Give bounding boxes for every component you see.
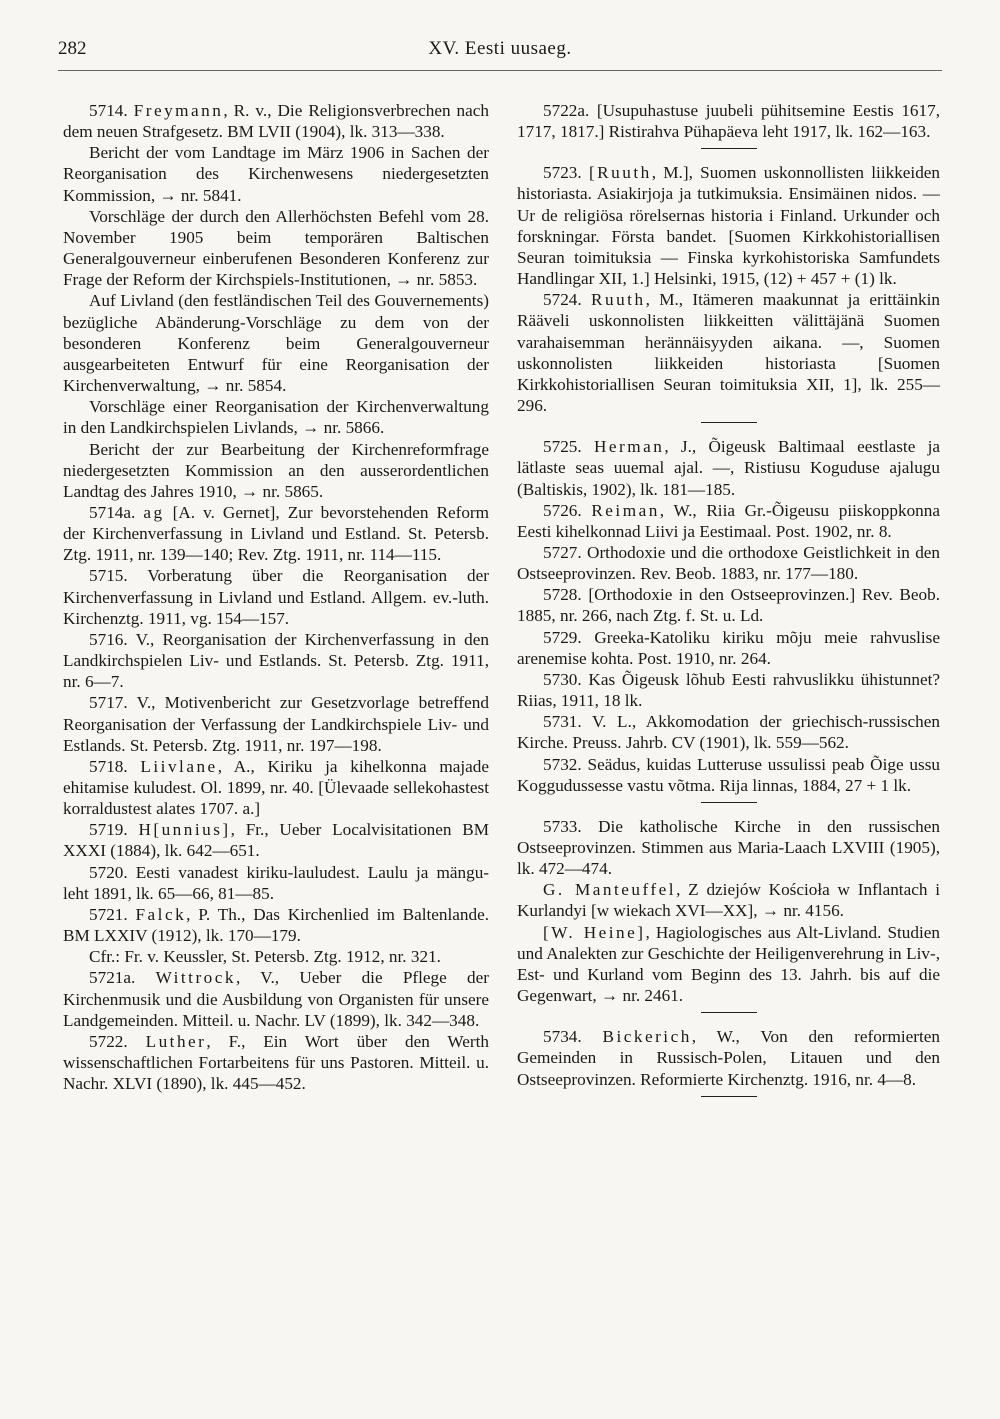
entry-text: Orthodoxie und die orthodoxe Geistlichkeit in den Ostseeprovinzen. Rev. Beob. 1883, nr. 177—180. <box>517 542 941 584</box>
entry-author: Falck <box>135 904 187 924</box>
entry-author: [Ruuth <box>588 163 652 183</box>
entry-number: 5717. <box>89 693 128 713</box>
entry-text: Cfr.: Fr. v. Keussler, St. Petersb. Ztg. 1912, nr. 321. <box>89 947 441 967</box>
entry-text: , P. Th., Das Kirchenlied im Baltenlande. BM LXXIV (1912), lk. 170—179. <box>63 904 489 946</box>
entry-text: [Orthodoxie in den Ostseeprovinzen.] Rev. Beob. 1885, nr. 266, nach Ztg. f. St. u. Ld. <box>517 585 940 626</box>
entry-text: [Usupuhastuse juubeli pühitsemine Eestis 1617, 1717, 1817.] Ristirahva Pühapäeva leht 1917, lk. 162—163. <box>517 101 941 142</box>
entry-text: Eesti vanadest kiriku-lauludest. Laulu ja mängu-leht 1891, lk. 65—66, 81—85. <box>63 862 490 903</box>
entry-number: 5722a. <box>543 101 590 120</box>
bibliography-entry <box>63 396 489 438</box>
bibliography-entry <box>517 711 940 753</box>
entry-text: [A. v. Gernet], Zur bevorstehenden Reform der Kirchenverfassung in Livland und Estland. St. Petersb. Ztg. 1911, nr. 139—140; Rev. Ztg. 1911, nr. 114—115. <box>63 502 490 565</box>
bibliography-entry <box>517 542 940 584</box>
entry-text: , M., Itämeren maakunnat ja erittäinkin Rääveli uskonnolisten liikkeitten välittäjänä Suomen varahaisemman herännäisyyden aikana. —, Suomen uskonnolisten liikkeiden historiasta [Suomen Kirkkohistoriallisen Seuran toimituksia XII, 1], lk. 255—296. <box>517 290 940 416</box>
entry-author: H[unnius] <box>138 820 231 840</box>
entry-number: 5726. <box>543 500 582 520</box>
bibliography-entry <box>63 290 489 396</box>
entry-number: 5714. <box>89 101 128 120</box>
bibliography-entry <box>517 816 940 879</box>
section-separator <box>701 148 757 149</box>
entry-text: Kas Õigeusk lõhub Eesti rahvuslikku ühistunnet? Riias, 1911, 18 lk. <box>517 669 940 711</box>
entry-text: , Hagiologisches aus Alt-Livland. Studien und Analekten zur Geschichte der Heiligenverehrung in Liv-, Est- und Kurland vom Beginn des 13. Jahrh. bis auf die Gegenwart, → nr. 2461. <box>517 922 940 1006</box>
entry-text: Auf Livland (den festländischen Teil des Gouvernements) bezügliche Abänderung-Vorschläge zu dem von der besonderen Konferenz beim Generalgouverneur ausgearbeiteten Entwurf für eine Reorganisation der Kirchenverwaltung, → nr. 5854. <box>63 291 489 396</box>
entry-group-5722a <box>517 100 940 142</box>
entry-author: Liivlane <box>140 756 218 776</box>
entry-number: 5733. <box>543 816 582 836</box>
entry-text: Bericht der vom Landtage im März 1906 in Sachen der Reorganisation des Kirchenwesens niedergesetzten Kommission, → nr. 5841. <box>63 143 489 205</box>
entry-text: , J., Õigeusk Baltimaal eestlaste ja lätlaste seas uuemal ajal. —, Ristiusu Koguduse ajalugu (Baltiskis, 1902), lk. 181—185. <box>517 437 940 499</box>
entry-text: Greeka-Katoliku kiriku mõju meie rahvuslise arenemise kohta. Post. 1910, nr. 264. <box>517 627 940 668</box>
entry-number: 5719. <box>89 820 128 840</box>
entry-text: , R. v., Die Religionsverbrechen nach dem neuen Strafgesetz. BM LVII (1904), lk. 313—338. <box>63 101 489 142</box>
entry-text: , Z dziejów Kościoła w Inflantach i Kurlandyi [w wiekach XVI—XX], → nr. 4156. <box>517 880 940 921</box>
bibliography-entry <box>63 439 489 502</box>
bibliography-entry <box>517 669 940 711</box>
entry-number: 5715. <box>89 566 128 586</box>
bibliography-entry <box>517 289 940 416</box>
entry-number: 5727. <box>543 542 582 562</box>
entry-number: 5721a. <box>89 968 136 988</box>
entry-text: , W., Riia Gr.-Õigeusu piiskoppkonna Eesti kihelkonnad Liivi ja Eestimaal. Post. 1902, nr. 8. <box>517 500 940 541</box>
entry-text: Die katholische Kirche in den russischen Ostseeprovinzen. Stimmen aus Maria-Laach LXVIII (1905), lk. 472—474. <box>517 816 940 879</box>
entry-number: 5721. <box>89 904 128 924</box>
entry-author: ag <box>143 502 165 522</box>
entry-text: V. L., Akkomodation der griechisch-russischen Kirche. Preuss. Jahrb. CV (1901), lk. 559—562. <box>517 712 940 753</box>
entry-group-5723 <box>517 162 940 416</box>
section-separator <box>701 802 757 803</box>
bibliography-entry <box>517 500 940 542</box>
bibliography-entry <box>63 142 489 205</box>
entry-group-5733 <box>517 816 940 1006</box>
entry-number: 5718. <box>89 756 128 776</box>
bibliography-entry <box>517 162 940 289</box>
entry-text: V., Reorganisation der Kirchenverfassung in den Landkirchspielen Liv- und Estlands. St. Petersb. Ztg. 1911, nr. 6—7. <box>63 629 489 692</box>
entry-text: Vorschläge der durch den Allerhöchsten Befehl vom 28. November 1905 beim temporären Baltischen Generalgouverneur einberufenen Besonderen Konferenz zur Frage der Reform der Kirchspiels-Institutionen, → nr. 5853. <box>63 206 489 290</box>
entry-number: 5732. <box>543 754 582 774</box>
entry-group-5725 <box>517 436 940 796</box>
bibliography-entry <box>63 904 489 946</box>
bibliography-entry <box>517 1026 940 1089</box>
bibliography-entry <box>517 100 940 142</box>
entry-author: Wittrock <box>155 968 236 988</box>
entry-group-5734 <box>517 1026 940 1089</box>
entry-text: V., Motivenbericht zur Gesetzvorlage betreffend Reorganisation der Verfassung der Landkirchspiele Liv- und Estlands. St. Petersb. Ztg. 1911, nr. 197—198. <box>63 693 489 755</box>
entry-text: Vorschläge einer Reorganisation der Kirchenverwaltung in den Landkirchspielen Livlands, → nr. 5866. <box>63 397 489 438</box>
entry-text: , Fr., Ueber Localvisitationen BM XXXI (1884), lk. 642—651. <box>63 820 490 861</box>
entry-author: [W. Heine] <box>543 922 646 942</box>
entry-text: , F., Ein Wort über den Werth wissenschaftlichen Fortarbeitens für uns Pastoren. Mitteil. u. Nachr. XLVI (1890), lk. 445—452. <box>63 1031 489 1094</box>
bibliography-entry <box>517 627 940 669</box>
entry-text: , M.], Suomen uskonnollisten liikkeiden historiasta. Asiakirjoja ja tutkimuksia. Ensimäinen nidos. — Ur de religiösa rörelsernas historia i Finland. Urkunder och forskningar. Första bandet. [Suomen Kirkkohistoriallisen Seuran toimituksia — Finska kyrkohistoriska Samfundets Handlingar XII, 1.] Helsinki, 1915, (12) + 457 + (1) lk. <box>517 163 941 289</box>
entry-author: Bickerich <box>602 1027 692 1047</box>
bibliography-entry <box>63 565 489 628</box>
header-rule <box>58 70 942 71</box>
entry-number: 5728. <box>543 585 582 605</box>
entry-number: 5722. <box>89 1031 128 1051</box>
bibliography-entry <box>63 756 489 819</box>
bibliography-entry <box>517 879 940 921</box>
bibliography-entry <box>63 629 489 692</box>
bibliography-entry <box>63 819 489 861</box>
bibliography-entry <box>63 692 489 755</box>
entry-author: Luther <box>145 1031 207 1051</box>
bibliography-entry <box>63 1031 489 1094</box>
entry-author: Ruuth <box>591 290 646 310</box>
entry-number: 5725. <box>543 437 582 457</box>
right-column <box>517 100 940 1110</box>
entry-author: Freymann <box>133 101 224 120</box>
bibliography-entry <box>63 967 489 1030</box>
bibliography-entry <box>63 100 489 142</box>
entry-text: Seädus, kuidas Lutteruse ussulissi peab Õige ussu Koggudussesse vastu võtma. Rija linnas, 1884, 27 + 1 lk. <box>517 754 940 795</box>
entry-number: 5729. <box>543 627 582 647</box>
entry-text: , W., Von den reformierten Gemeinden in Russisch-Polen, Litauen und den Ostseeprovinzen. Reformierte Kirchenztg. 1916, nr. 4—8. <box>517 1027 941 1089</box>
page-number: 282 <box>58 38 87 59</box>
bibliography-entry <box>63 862 489 904</box>
entry-number: 5731. <box>543 712 582 732</box>
section-separator <box>701 422 757 423</box>
entry-number: 5730. <box>543 669 582 689</box>
entry-text: , V., Ueber die Pflege der Kirchenmusik und die Ausbildung von Organisten für unsere Landgemeinden. Mitteil. u. Nachr. LV (1899), lk. 342—348. <box>63 968 489 1030</box>
entry-author: G. Manteuffel <box>543 880 677 900</box>
bibliography-entry <box>517 584 940 626</box>
entry-number: 5720. <box>89 862 128 882</box>
bibliography-entry <box>63 206 489 291</box>
bibliography-entry <box>63 502 489 565</box>
entry-text: Bericht der zur Bearbeitung der Kirchenreformfrage niedergesetzten Kommission an den ausserordentlichen Landtag des Jahres 1910, → nr. 5865. <box>63 439 489 501</box>
bibliography-entry <box>63 946 489 967</box>
entry-number: 5723. <box>543 163 582 183</box>
running-title: XV. Eesti uusaeg. <box>428 38 572 59</box>
section-separator <box>701 1096 757 1097</box>
entry-text: , A., Kiriku ja kihelkonna majade ehitamise kuludest. Ol. 1899, nr. 40. [Ülevaade sellekohastest korraldustest alates 1707. a.] <box>63 756 489 819</box>
bibliography-entry <box>517 754 940 796</box>
entry-number: 5724. <box>543 290 582 310</box>
entry-author: Reiman <box>591 500 660 520</box>
left-column <box>63 100 489 1094</box>
bibliography-entry <box>517 922 940 1007</box>
entry-text: Vorberatung über die Reorganisation der Kirchenverfassung in Livland und Estland. Allgem. ev.-luth. Kirchenztg. 1911, vg. 154—157. <box>63 566 489 628</box>
page-header <box>58 38 942 74</box>
entry-author: Herman <box>593 437 665 457</box>
bibliography-entry <box>517 436 940 499</box>
entry-number: 5714a. <box>89 502 136 522</box>
entry-number: 5734. <box>543 1027 582 1047</box>
entry-number: 5716. <box>89 629 128 649</box>
section-separator <box>701 1012 757 1013</box>
